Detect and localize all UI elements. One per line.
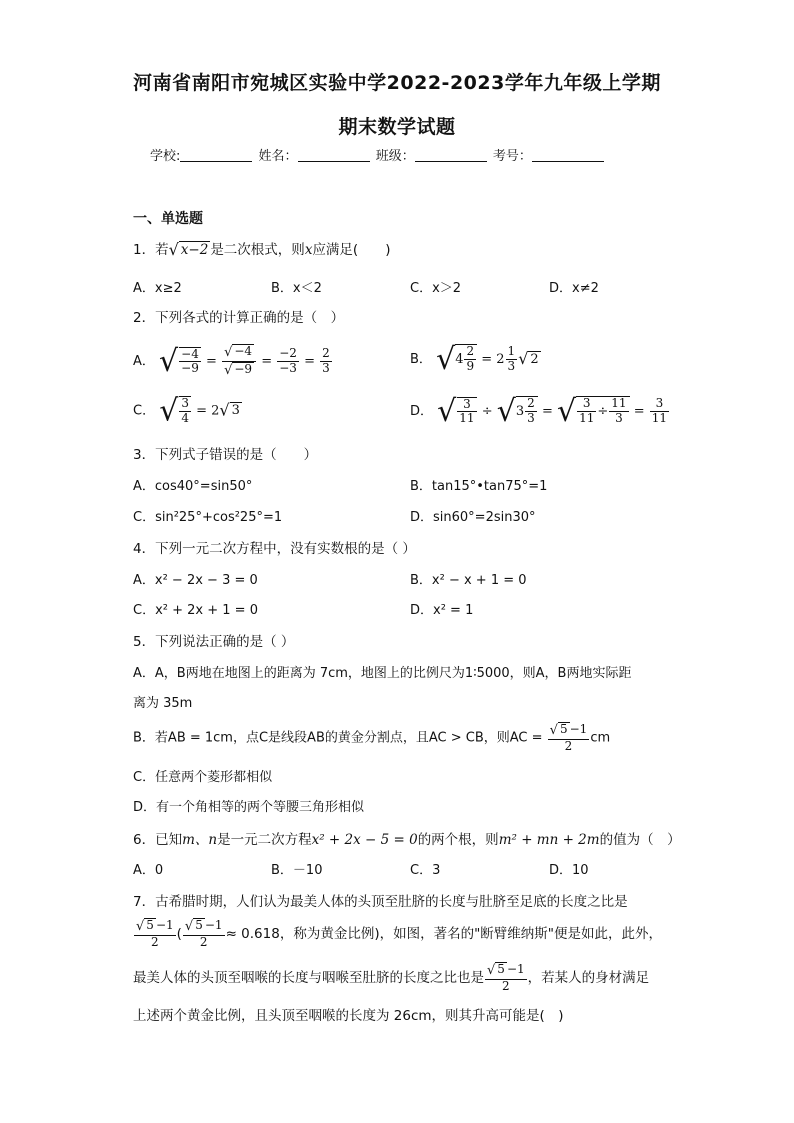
q5-option-d[interactable]: D．有一个角相等的两个等腰三角形相似 <box>133 800 365 815</box>
q6-option-c[interactable]: C．3 <box>410 863 441 878</box>
q2-option-b[interactable]: B． √4 $\frac{2}{9}$ = 2 $\frac{1}{3}$ √ 2 <box>410 341 539 377</box>
q6-option-d[interactable]: D．10 <box>549 863 589 878</box>
q6-prefix: 6．已知 <box>133 832 183 848</box>
question-1: 1．若√ x−2 是二次根式，则x应满足( ) <box>133 240 391 259</box>
q6-end: 的值为（ ） <box>599 832 681 848</box>
q7-paren: ( <box>176 925 182 942</box>
q5-option-b[interactable]: B．若AB = 1cm，点C是线段AB的黄金分割点，且AC > CB，则AC = $\frac{√ 5 -1}{2}$ cm <box>133 722 611 753</box>
q2-label-c: C． <box>133 403 156 419</box>
question-7-line1: 7．古希腊时期，人们认为最美人体的头顶至肚脐的长度与肚脐至足底的长度之比是 <box>133 894 628 910</box>
q1-suffix: 是二次根式，则 <box>210 242 305 258</box>
q1-prefix: 1．若 <box>133 242 169 258</box>
q4-option-c[interactable]: C．x² + 2x + 1 = 0 <box>133 603 258 618</box>
q6-equation: x² + 2x − 5 = 0 <box>311 832 418 848</box>
q7-line3-end: ，若某人的身材满足 <box>527 969 650 986</box>
question-7-line3: 最美人体的头顶至咽喉的长度与咽喉至肚脐的长度之比也是 $\frac{√ 5 -1}{2}$ ，若某人的身材满足 <box>133 962 650 993</box>
q3-option-d[interactable]: D．sin60°=2sin30° <box>410 510 536 525</box>
q1-option-a[interactable]: A．x≥2 <box>133 281 182 296</box>
q3-option-a[interactable]: A．cos40°=sin50° <box>133 479 253 494</box>
q1-var: x <box>304 242 313 258</box>
exam-title-line1: 河南省南阳市宛城区实验中学2022-2023学年九年级上学期 <box>133 72 661 94</box>
q5-option-b-unit: cm <box>590 730 611 746</box>
q3-option-c[interactable]: C．sin²25°+cos²25°=1 <box>133 510 283 525</box>
q4-option-d[interactable]: D．x² = 1 <box>410 603 474 618</box>
section-title: 一、单选题 <box>133 211 203 227</box>
q6-mid: 是一元二次方程 <box>217 832 312 848</box>
q4-option-b[interactable]: B．x² − x + 1 = 0 <box>410 573 527 588</box>
q6-expression: m² + mn + 2m <box>498 832 600 848</box>
q2-option-d[interactable]: D． √ $\frac{3}{11}$ ÷ √3 $\frac{2}{3}$ = √ $\frac{3}{11}$ ÷ $\frac{11}{3}$ = $\frac{3}{11}$ <box>410 393 668 429</box>
class-blank[interactable] <box>415 149 487 162</box>
question-6 <box>133 828 681 848</box>
q1-radicand: x−2 <box>180 242 209 258</box>
q5-option-b-text: AB = 1cm，点C是线段AB的黄金分割点，且AC > CB，则AC = <box>167 730 543 746</box>
question-3: 3．下列式子错误的是（ ） <box>133 447 318 463</box>
question-2: 2．下列各式的计算正确的是（ ） <box>133 310 345 326</box>
q5-option-a-line2[interactable]: 离为 35m <box>133 696 193 711</box>
school-label: 学校: <box>150 149 181 164</box>
q1-option-d[interactable]: D．x≠2 <box>549 281 599 296</box>
q6-option-a[interactable]: A．0 <box>133 863 164 878</box>
q6-option-b[interactable]: B．－10 <box>271 863 323 878</box>
exam-title-line2: 期末数学试题 <box>338 116 456 138</box>
q1-option-b[interactable]: B．x＜2 <box>271 281 322 296</box>
name-blank[interactable] <box>298 149 370 162</box>
q1-option-c[interactable]: C．x＞2 <box>410 281 462 296</box>
q3-option-b[interactable]: B．tan15°•tan75°=1 <box>410 479 548 494</box>
q5-option-c[interactable]: C．任意两个菱形都相似 <box>133 770 273 785</box>
name-label: 姓名： <box>258 149 298 164</box>
class-label: 班级： <box>375 149 415 164</box>
q2-label-a: A． <box>133 353 155 369</box>
q7-line3-text: 最美人体的头顶至咽喉的长度与咽喉至肚脐的长度之比也是 <box>133 969 484 986</box>
q2-label-d: D． <box>410 403 434 419</box>
q7-line2-text: ≈ 0.618，称为黄金比例)，如图，著名的"断臂维纳斯"便是如此，此外， <box>225 925 662 942</box>
q2-option-a[interactable]: A． √ $\frac{-4}{-9}$ = $\frac{√ -4}{√ -9}$ = $\frac{-2}{-3}$ = $\frac{2}{3}$ <box>133 343 330 379</box>
number-blank[interactable] <box>532 149 604 162</box>
school-blank[interactable] <box>180 149 252 162</box>
question-7-line2: $\frac{√ 5 -1}{2}$ ( $\frac{√ 5 -1}{2}$ ≈ 0.618，称为黄金比例)，如图，著名的"断臂维纳斯"便是如此，此外， <box>136 918 662 949</box>
number-label: 考号： <box>492 149 532 164</box>
q5-option-b-prefix: B．若 <box>133 730 168 746</box>
q5-option-a-line1[interactable]: A．A，B两地在地图上的距离为 7cm，地图上的比例尺为1∶5000，则A，B两地实际距 <box>133 666 632 681</box>
question-4: 4．下列一元二次方程中，没有实数根的是（ ） <box>133 541 416 557</box>
q6-mid2: 的两个根，则 <box>417 832 499 848</box>
q4-option-a[interactable]: A．x² − 2x − 3 = 0 <box>133 573 258 588</box>
q2-label-b: B． <box>410 351 432 367</box>
q6-vars: m、n <box>182 832 218 848</box>
q2-option-c[interactable]: C． √ $\frac{3}{4}$ = 2√ 3 <box>133 393 240 429</box>
question-7-line4: 上述两个黄金比例，且头顶至咽喉的长度为 26cm，则其升高可能是( ) <box>133 1008 564 1024</box>
q1-suffix2: 应满足( ) <box>312 242 391 258</box>
question-5: 5．下列说法正确的是（ ） <box>133 634 295 650</box>
student-info-row <box>150 145 606 164</box>
